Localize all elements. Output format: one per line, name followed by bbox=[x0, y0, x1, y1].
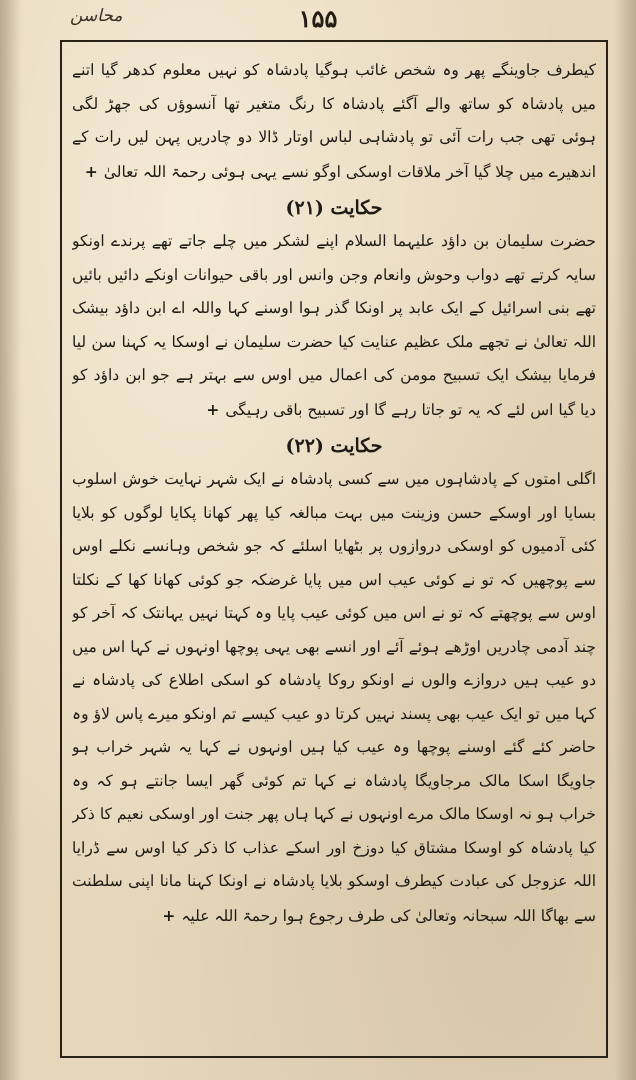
story-22-heading bbox=[72, 433, 596, 459]
running-header: محاسن bbox=[70, 6, 123, 26]
story-22-heading-number: (۲۲) bbox=[285, 435, 324, 457]
story-21-text: حضرت سلیمان بن داؤد علیہما السلام اپنے لشکر میں چلے جاتے تھے پرندے اونکو سایہ کرتے تھے دواب وحوش وانعام وجن وانس اور باقی حیوانات اونکے دائیں بائیں تھے بنی اسرائیل کے ایک عابد پر اونکا گذر ہوا اوسنے کہا واللہ اے ابن داؤد بیشک اللہ تعالیٰ نے تجھے ملک عظیم عنایت کیا حضرت سلیمان نے اوسکا یہ کہنا سن لیا فرمایا بیشک ایک تسبیح مومن کی اعمال میں اوس سے بہتر ہے جو ابن داؤد کو دیا گیا اس لئے کہ یہ تو جاتا رہے گا اور تسبیح باقی رہیگی bbox=[72, 232, 596, 419]
story-22-heading-word: حکایت bbox=[330, 435, 383, 457]
story-22-text: اگلی امتوں کے پادشاہوں میں سے کسی پادشاہ نے ایک شہر نہایت خوش اسلوب بسایا اور اوسکے حسن وزینت میں بہت مبالغہ کیا پھر کھانا پکایا لوگوں کو بلایا کئی آدمیوں کو اوسکی دروازوں پر بٹھایا اسلئے کہ جو شخص وہانسے نکلے اوس سے پوچھیں کہ تو نے کوئی عیب اس میں پایا غرضکہ جو کوئی کھانا کھا کے نکلتا اوس سے پوچھتے کہ تو نے اس میں کوئی عیب پایا وہ کہتا نہیں یہانتک کہ آخر کو چند آدمی چادریں اوڑھے ہوئے آئے اور انسے بھی یہی پوچھا اونہوں نے کہا اس میں دو عیب ہیں دروازے والوں نے اونکو روکا پادشاہ کو اسکی اطلاع کی پادشاہ نے کہا میں تو ایک عیب بھی پسند نہیں کرتا دو عیب کیسے تم اونکو میرے پاس لاؤ وہ حاضر کئے گئے اوسنے پوچھا وہ عیب کیا ہیں اونہوں نے کہا یہ شہر خراب ہو جاویگا اسکا مالک مرجاویگا پادشاہ نے کہا تم کوئی گھر ایسا جانتے ہو کہ وہ خراب ہو نہ اوسکا مالک مرے اونہوں نے کہا ہاں پھر جنت اور اوسکی نعیم کا ذکر کیا پادشاہ کو اوسکا مشتاق کیا دوزخ اور اسکے عذاب کا ذکر کیا اوس سے ڈرایا اللہ عزوجل کی عبادت کیطرف اوسکو بلایا پادشاہ نے اونکا کہنا مانا اپنی سلطنت سے بھاگا اللہ سبحانہ وتعالیٰ کی طرف رجوع ہوا رحمۃ اللہ علیہ bbox=[72, 470, 596, 925]
intro-text: کیطرف جاوینگے پھر وہ شخص غائب ہوگیا پادشاہ کو نہیں معلوم کدھر گیا اتنے میں پادشاہ کو ساتھ والے آگئے پادشاہ کا رنگ متغیر تھا آنسوؤں کی جھڑ لگی ہوئی تھی جب رات آئی تو پادشاہی لباس اوتار ڈالا دو چادریں پہن لیں رات کے اندھیرے میں چلا گیا آخر ملاقات اوسکی اوگو نسے یہی ہوئی رحمۃ اللہ تعالیٰ bbox=[72, 61, 596, 181]
intro-paragraph bbox=[72, 54, 596, 189]
right-page-shadow bbox=[614, 0, 636, 1080]
left-page-shadow bbox=[0, 0, 22, 1080]
intro-end-mark: + bbox=[84, 161, 98, 181]
page-number: ۱۵۵ bbox=[298, 4, 338, 33]
story-21-paragraph bbox=[72, 225, 596, 427]
story-21-heading-word: حکایت bbox=[330, 197, 383, 219]
story-21-heading-number: (۲۱) bbox=[285, 197, 324, 219]
story-21-end-mark: + bbox=[206, 399, 220, 419]
story-21-heading bbox=[72, 195, 596, 221]
story-22-end-mark: + bbox=[162, 905, 176, 925]
story-22-paragraph bbox=[72, 463, 596, 933]
page-body bbox=[72, 50, 596, 1048]
